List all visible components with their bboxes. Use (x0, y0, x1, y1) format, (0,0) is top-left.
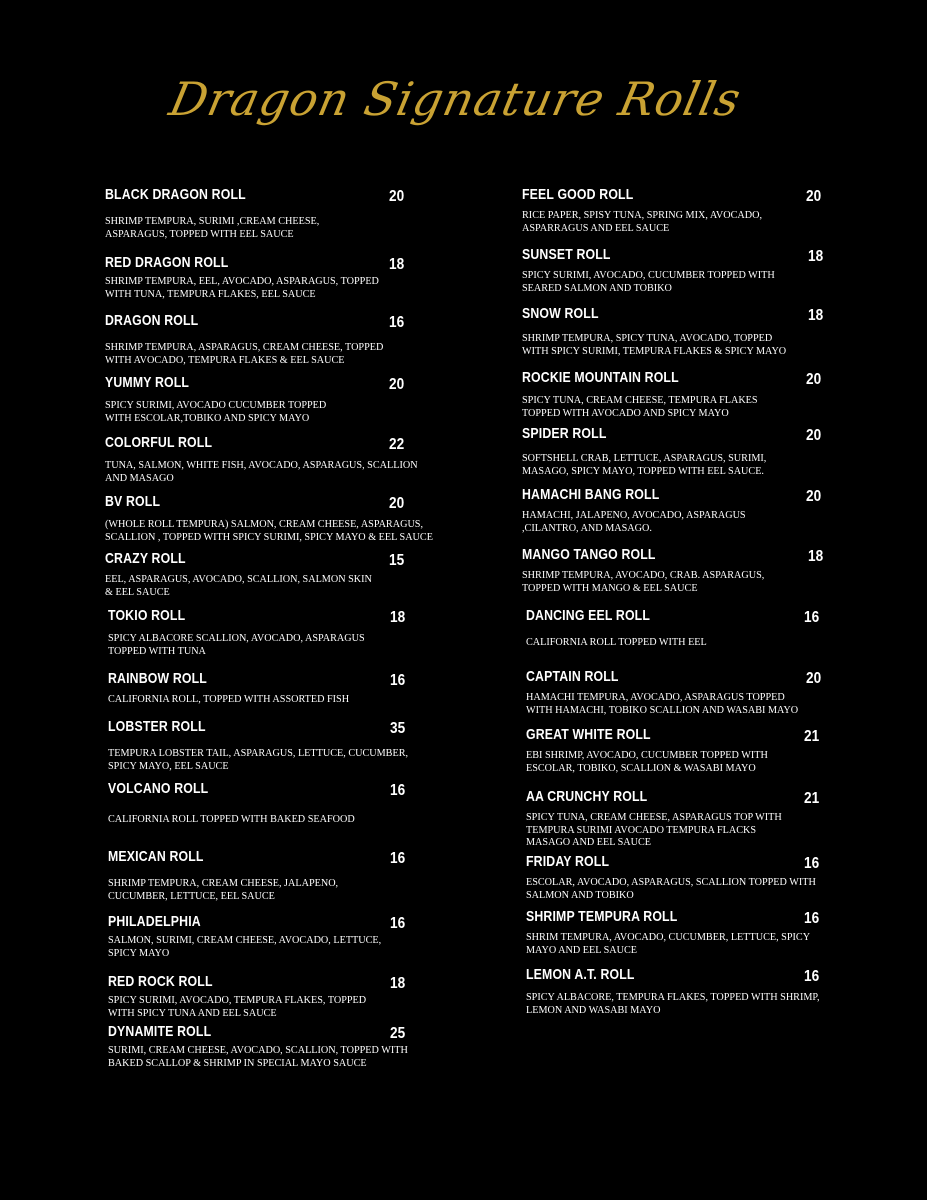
item-description: SPICY TUNA, CREAM CHEESE, TEMPURA FLAKES TOPPED WITH AVOCADO AND SPICY MAYO (522, 395, 758, 419)
item-price: 18 (808, 307, 824, 324)
item-price: 15 (389, 552, 405, 569)
item-description: HAMACHI TEMPURA, AVOCADO, ASPARAGUS TOPPED WITH HAMACHI, TOBIKO SCALLION AND WASABI MAYO (526, 692, 799, 716)
item-name: LEMON A.T. ROLL (526, 966, 635, 983)
item-description: TEMPURA LOBSTER TAIL, ASPARAGUS, LETTUCE, CUCUMBER, SPICY MAYO, EEL SAUCE (108, 748, 409, 772)
item-name: RAINBOW ROLL (108, 670, 207, 687)
item-name: MEXICAN ROLL (108, 848, 204, 865)
item-price: 20 (389, 376, 405, 393)
item-description: SURIMI, CREAM CHEESE, AVOCADO, SCALLION, TOPPED WITH BAKED SCALLOP & SHRIMP IN SPECIAL MAYO SAUCE (108, 1045, 408, 1069)
item-description: CALIFORNIA ROLL TOPPED WITH BAKED SEAFOOD (108, 814, 355, 825)
item-name: ROCKIE MOUNTAIN ROLL (522, 369, 679, 386)
item-name: DYNAMITE ROLL (108, 1023, 212, 1040)
item-price: 16 (804, 855, 820, 872)
item-name: FEEL GOOD ROLL (522, 186, 634, 203)
item-price: 20 (806, 488, 822, 505)
item-name: DRAGON ROLL (105, 312, 199, 329)
item-description: SHRIM TEMPURA, AVOCADO, CUCUMBER, LETTUCE, SPICY MAYO AND EEL SAUCE (526, 932, 811, 956)
item-name: CAPTAIN ROLL (526, 668, 619, 685)
item-price: 16 (804, 968, 820, 985)
item-name: GREAT WHITE ROLL (526, 726, 651, 743)
item-description: SPICY ALBACORE SCALLION, AVOCADO, ASPARAGUS TOPPED WITH TUNA (108, 633, 365, 657)
item-price: 18 (808, 548, 824, 565)
item-name: SHRIMP TEMPURA ROLL (526, 908, 678, 925)
item-description: (WHOLE ROLL TEMPURA) SALMON, CREAM CHEESE, ASPARAGUS, SCALLION , TOPPED WITH SPICY SURIMI, SPICY MAYO & EEL SAUCE (105, 519, 433, 543)
item-description: CALIFORNIA ROLL, TOPPED WITH ASSORTED FISH (108, 694, 350, 705)
item-price: 20 (389, 495, 405, 512)
item-description: SHRIMP TEMPURA, SURIMI ,CREAM CHEESE, ASPARAGUS, TOPPED WITH EEL SAUCE (105, 216, 320, 240)
item-price: 18 (389, 256, 405, 273)
item-price: 21 (804, 790, 820, 807)
item-price: 22 (389, 436, 405, 453)
item-price: 25 (390, 1025, 406, 1042)
item-price: 18 (390, 609, 406, 626)
item-description: SHRIMP TEMPURA, ASPARAGUS, CREAM CHEESE, TOPPED WITH AVOCADO, TEMPURA FLAKES & EEL SAUCE (105, 342, 384, 366)
item-name: LOBSTER ROLL (108, 718, 206, 735)
item-description: CALIFORNIA ROLL TOPPED WITH EEL (526, 637, 707, 648)
item-price: 35 (390, 720, 406, 737)
item-name: SPIDER ROLL (522, 425, 607, 442)
item-name: HAMACHI BANG ROLL (522, 486, 660, 503)
item-price: 16 (390, 782, 406, 799)
item-description: SPICY ALBACORE, TEMPURA FLAKES, TOPPED WITH SHRIMP, LEMON AND WASABI MAYO (526, 992, 820, 1016)
item-price: 20 (806, 371, 822, 388)
item-price: 16 (390, 672, 406, 689)
item-description: EEL, ASPARAGUS, AVOCADO, SCALLION, SALMON SKIN & EEL SAUCE (105, 574, 372, 598)
item-description: SPICY TUNA, CREAM CHEESE, ASPARAGUS TOP WITH TEMPURA SURIMI AVOCADO TEMPURA FLACKS MASAGO AND EEL SAUCE (526, 812, 782, 848)
item-description: SHRIMP TEMPURA, CREAM CHEESE, JALAPENO, CUCUMBER, LETTUCE, EEL SAUCE (108, 878, 339, 902)
item-name: FRIDAY ROLL (526, 853, 610, 870)
item-price: 16 (390, 850, 406, 867)
item-name: CRAZY ROLL (105, 550, 186, 567)
item-description: SHRIMP TEMPURA, EEL, AVOCADO, ASPARAGUS, TOPPED WITH TUNA, TEMPURA FLAKES, EEL SAUCE (105, 276, 379, 300)
item-price: 18 (390, 975, 406, 992)
item-price: 16 (804, 609, 820, 626)
item-price: 20 (806, 670, 822, 687)
item-name: SUNSET ROLL (522, 246, 611, 263)
menu-title: Dragon Signature Rolls (164, 72, 747, 126)
item-description: TUNA, SALMON, WHITE FISH, AVOCADO, ASPARAGUS, SCALLION AND MASAGO (105, 460, 418, 484)
item-description: SPICY SURIMI, AVOCADO, CUCUMBER TOPPED WITH SEARED SALMON AND TOBIKO (522, 270, 775, 294)
item-price: 20 (806, 188, 822, 205)
item-description: EBI SHRIMP, AVOCADO, CUCUMBER TOPPED WITH ESCOLAR, TOBIKO, SCALLION & WASABI MAYO (526, 750, 768, 774)
item-price: 18 (808, 248, 824, 265)
item-description: SHRIMP TEMPURA, SPICY TUNA, AVOCADO, TOPPED WITH SPICY SURIMI, TEMPURA FLAKES & SPICY MAYO (522, 333, 787, 357)
item-name: PHILADELPHIA (108, 913, 201, 930)
item-name: AA CRUNCHY ROLL (526, 788, 648, 805)
item-name: YUMMY ROLL (105, 374, 190, 391)
item-name: SNOW ROLL (522, 305, 599, 322)
item-name: DANCING EEL ROLL (526, 607, 651, 624)
item-description: HAMACHI, JALAPENO, AVOCADO, ASPARAGUS ,CILANTRO, AND MASAGO. (522, 510, 746, 534)
item-name: RED DRAGON ROLL (105, 254, 229, 271)
item-name: COLORFUL ROLL (105, 434, 213, 451)
item-description: ESCOLAR, AVOCADO, ASPARAGUS, SCALLION TOPPED WITH SALMON AND TOBIKO (526, 877, 816, 901)
item-price: 16 (390, 915, 406, 932)
item-name: VOLCANO ROLL (108, 780, 209, 797)
item-description: SHRIMP TEMPURA, AVOCADO, CRAB. ASPARAGUS, TOPPED WITH MANGO & EEL SAUCE (522, 570, 765, 594)
item-price: 20 (806, 427, 822, 444)
item-name: BV ROLL (105, 493, 161, 510)
item-name: RED ROCK ROLL (108, 973, 213, 990)
item-description: SOFTSHELL CRAB, LETTUCE, ASPARAGUS, SURIMI, MASAGO, SPICY MAYO, TOPPED WITH EEL SAUCE. (522, 453, 767, 477)
item-price: 21 (804, 728, 820, 745)
item-name: BLACK DRAGON ROLL (105, 186, 246, 203)
item-name: TOKIO ROLL (108, 607, 186, 624)
item-description: SPICY SURIMI, AVOCADO, TEMPURA FLAKES, TOPPED WITH SPICY TUNA AND EEL SAUCE (108, 995, 367, 1019)
item-description: RICE PAPER, SPISY TUNA, SPRING MIX, AVOCADO, ASPARRAGUS AND EEL SAUCE (522, 210, 763, 234)
item-price: 16 (804, 910, 820, 927)
item-price: 16 (389, 314, 405, 331)
item-name: MANGO TANGO ROLL (522, 546, 656, 563)
item-price: 20 (389, 188, 405, 205)
item-description: SPICY SURIMI, AVOCADO CUCUMBER TOPPED WITH ESCOLAR,TOBIKO AND SPICY MAYO (105, 400, 327, 424)
item-description: SALMON, SURIMI, CREAM CHEESE, AVOCADO, LETTUCE, SPICY MAYO (108, 935, 382, 959)
